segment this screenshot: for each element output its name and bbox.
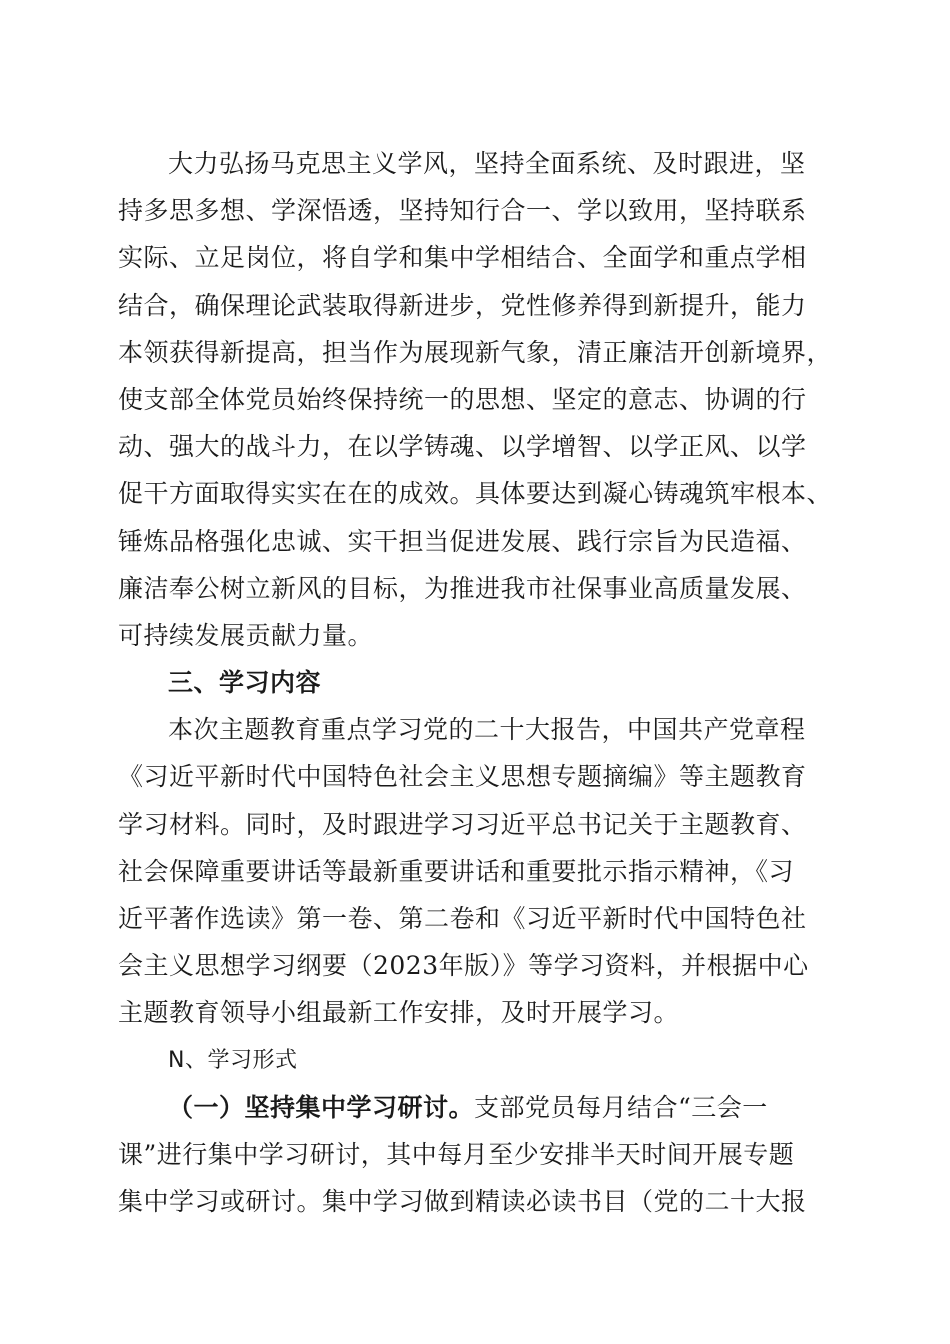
paragraph-line: 近平著作选读》第一卷、第二卷和《习近平新时代中国特色社 bbox=[118, 904, 807, 933]
paragraph-line: 促干方面取得实实在在的成效。具体要达到凝心铸魂筑牢根本、 bbox=[118, 479, 833, 509]
paragraph-line: 会主义思想学习纲要（2023年版）》等学习资料，并根据中心 bbox=[118, 951, 809, 981]
item-text: 支部党员每月结合“三会一 bbox=[474, 1092, 768, 1122]
paragraph-line: 《习近平新时代中国特色社会主义思想专题摘编》等主题教育 bbox=[118, 762, 807, 792]
document-page bbox=[118, 140, 838, 1225]
paragraph-line: 本次主题教育重点学习党的二十大报告，中国共产党章程 bbox=[168, 715, 806, 745]
paragraph-line: 结合，确保理论武装取得新进步，党性修养得到新提升，能力 bbox=[118, 290, 807, 320]
section-heading: 三、学习内容 bbox=[168, 668, 322, 698]
paragraph-line: 锤炼品格强化忠诚、实干担当促进发展、践行宗旨为民造福、 bbox=[118, 526, 807, 556]
item-lead: （一）坚持集中学习研讨。 bbox=[168, 1092, 475, 1122]
paragraph-line: 实际、立足岗位，将自学和集中学相结合、全面学和重点学相 bbox=[118, 243, 807, 273]
paragraph-line: 使支部全体党员始终保持统一的思想、坚定的意志、协调的行 bbox=[118, 384, 807, 414]
paragraph-line: 学习材料。同时，及时跟进学习习近平总书记关于主题教育、 bbox=[118, 809, 807, 839]
paragraph-line: 主题教育领导小组最新工作安排，及时开展学习。 bbox=[118, 998, 680, 1028]
paragraph-line: 社会保障重要讲话等最新重要讲话和重要批示指示精神，《习 bbox=[118, 856, 795, 886]
paragraph-line bbox=[118, 1084, 838, 1131]
paragraph-line: 可持续发展贡献力量。 bbox=[118, 620, 374, 650]
paragraph-line: 课”进行集中学习研讨，其中每月至少安排半天时间开展专题 bbox=[118, 1139, 795, 1169]
section-heading: N、学习形式 bbox=[168, 1047, 298, 1073]
paragraph-line: 持多思多想、学深悟透，坚持知行合一、学以致用，坚持联系 bbox=[118, 196, 807, 226]
paragraph-line: 动、强大的战斗力，在以学铸魂、以学增智、以学正风、以学 bbox=[118, 432, 807, 462]
paragraph-line: 大力弘扬马克思主义学风，坚持全面系统、及时跟进，坚 bbox=[168, 149, 806, 178]
paragraph-line: 本领获得新提高，担当作为展现新气象，清正廉洁开创新境界， bbox=[118, 337, 833, 367]
paragraph-line: 廉洁奉公树立新风的目标，为推进我市社保事业高质量发展、 bbox=[118, 573, 807, 603]
paragraph-line: 集中学习或研讨。集中学习做到精读必读书目（党的二十大报 bbox=[118, 1187, 807, 1217]
